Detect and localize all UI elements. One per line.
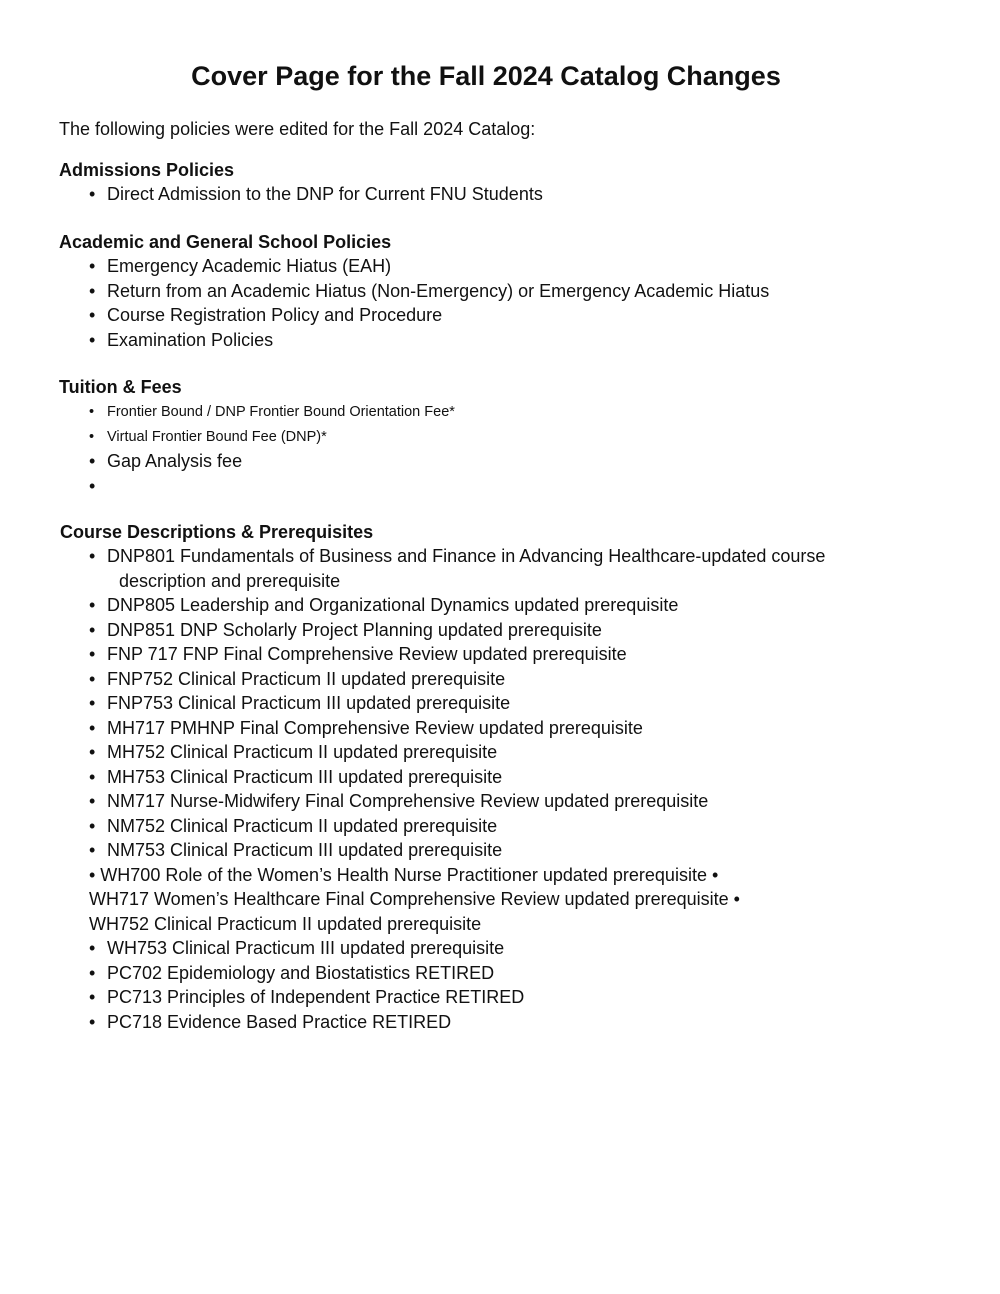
list-item: • FNP 717 FNP Final Comprehensive Review updated prerequisite <box>89 642 825 667</box>
bullet-icon: • <box>89 717 96 738</box>
bullet-icon: • <box>89 840 96 860</box>
bullet-icon: • <box>89 329 96 350</box>
bullet-icon: • <box>89 595 96 615</box>
bullet-icon: • <box>89 644 96 664</box>
list-item: • WH753 Clinical Practicum III updated prerequisite <box>89 936 825 961</box>
list-item: • Gap Analysis fee <box>89 449 455 474</box>
list-item: • NM752 Clinical Practicum II updated prerequisite <box>89 814 825 839</box>
bullet-icon: • <box>89 256 96 276</box>
list-item: • Course Registration Policy and Procedure <box>89 303 769 328</box>
bullet-icon: • <box>89 280 96 301</box>
list-item: • DNP851 DNP Scholarly Project Planning updated prerequisite <box>89 618 825 643</box>
list-item: • Frontier Bound / DNP Frontier Bound Orientation Fee* <box>89 400 455 425</box>
list-item: • NM717 Nurse-Midwifery Final Comprehensive Review updated prerequisite <box>89 789 825 814</box>
bullet-icon: • <box>89 938 96 958</box>
list-item: • DNP801 Fundamentals of Business and Finance in Advancing Healthcare-updated course description and prerequisite <box>89 546 826 591</box>
courses-heading: Course Descriptions & Prerequisites <box>60 522 374 542</box>
academic-heading: Academic and General School Policies <box>59 232 392 252</box>
academic-list <box>89 254 769 352</box>
page-title: Cover Page for the Fall 2024 Catalog Changes <box>191 61 781 91</box>
bullet-icon: • <box>89 1011 96 1032</box>
list-item: • DNP805 Leadership and Organizational Dynamics updated prerequisite <box>89 593 825 618</box>
list-item: • MH717 PMHNP Final Comprehensive Review updated prerequisite <box>89 716 825 741</box>
list-item: • Examination Policies <box>89 328 769 353</box>
list-item: • Virtual Frontier Bound Fee (DNP)* <box>89 425 455 450</box>
bullet-icon: • <box>89 546 96 566</box>
bullet-icon: • <box>89 305 96 325</box>
list-run-line: WH752 Clinical Practicum II updated prerequisite <box>89 913 482 934</box>
tuition-list <box>89 400 455 496</box>
bullet-icon: • <box>89 428 95 445</box>
bullet-icon: • <box>89 791 96 811</box>
bullet-icon: • <box>89 475 96 496</box>
bullet-icon: • <box>89 815 96 836</box>
bullet-icon: • <box>89 184 96 204</box>
list-item: • MH752 Clinical Practicum II updated prerequisite <box>89 740 825 765</box>
list-item: • PC702 Epidemiology and Biostatistics RETIRED <box>89 961 825 986</box>
list-item: • Emergency Academic Hiatus (EAH) <box>89 254 769 279</box>
bullet-icon: • <box>89 742 96 762</box>
bullet-icon: • <box>89 668 96 689</box>
admissions-list <box>89 182 543 207</box>
bullet-icon: • <box>89 451 96 471</box>
bullet-icon: • <box>89 987 96 1007</box>
bullet-icon: • <box>89 404 95 420</box>
list-item: • Return from an Academic Hiatus (Non-Emergency) or Emergency Academic Hiatus <box>89 279 769 304</box>
tuition-heading: Tuition & Fees <box>59 377 182 397</box>
list-run-line: • WH700 Role of the Women’s Health Nurse Practitioner updated prerequisite • <box>89 864 719 885</box>
list-item: • Direct Admission to the DNP for Current FNU Students <box>89 182 543 207</box>
bullet-icon: • <box>89 693 96 713</box>
bullet-icon: • <box>89 619 96 640</box>
list-run-line: WH717 Women’s Healthcare Final Comprehensive Review updated prerequisite • <box>89 889 740 909</box>
admissions-heading: Admissions Policies <box>59 160 235 180</box>
intro-text: The following policies were edited for the Fall 2024 Catalog: <box>59 119 536 139</box>
list-item: • FNP753 Clinical Practicum III updated prerequisite <box>89 691 825 716</box>
courses-list <box>89 544 825 1034</box>
list-item: • MH753 Clinical Practicum III updated prerequisite <box>89 765 825 790</box>
list-item: • NM753 Clinical Practicum III updated prerequisite <box>89 838 825 863</box>
bullet-icon: • <box>89 766 96 787</box>
list-item: • PC718 Evidence Based Practice RETIRED <box>89 1010 825 1035</box>
bullet-icon: • <box>89 962 96 983</box>
list-item: • PC713 Principles of Independent Practice RETIRED <box>89 985 825 1010</box>
list-item: • FNP752 Clinical Practicum II updated prerequisite <box>89 667 825 692</box>
